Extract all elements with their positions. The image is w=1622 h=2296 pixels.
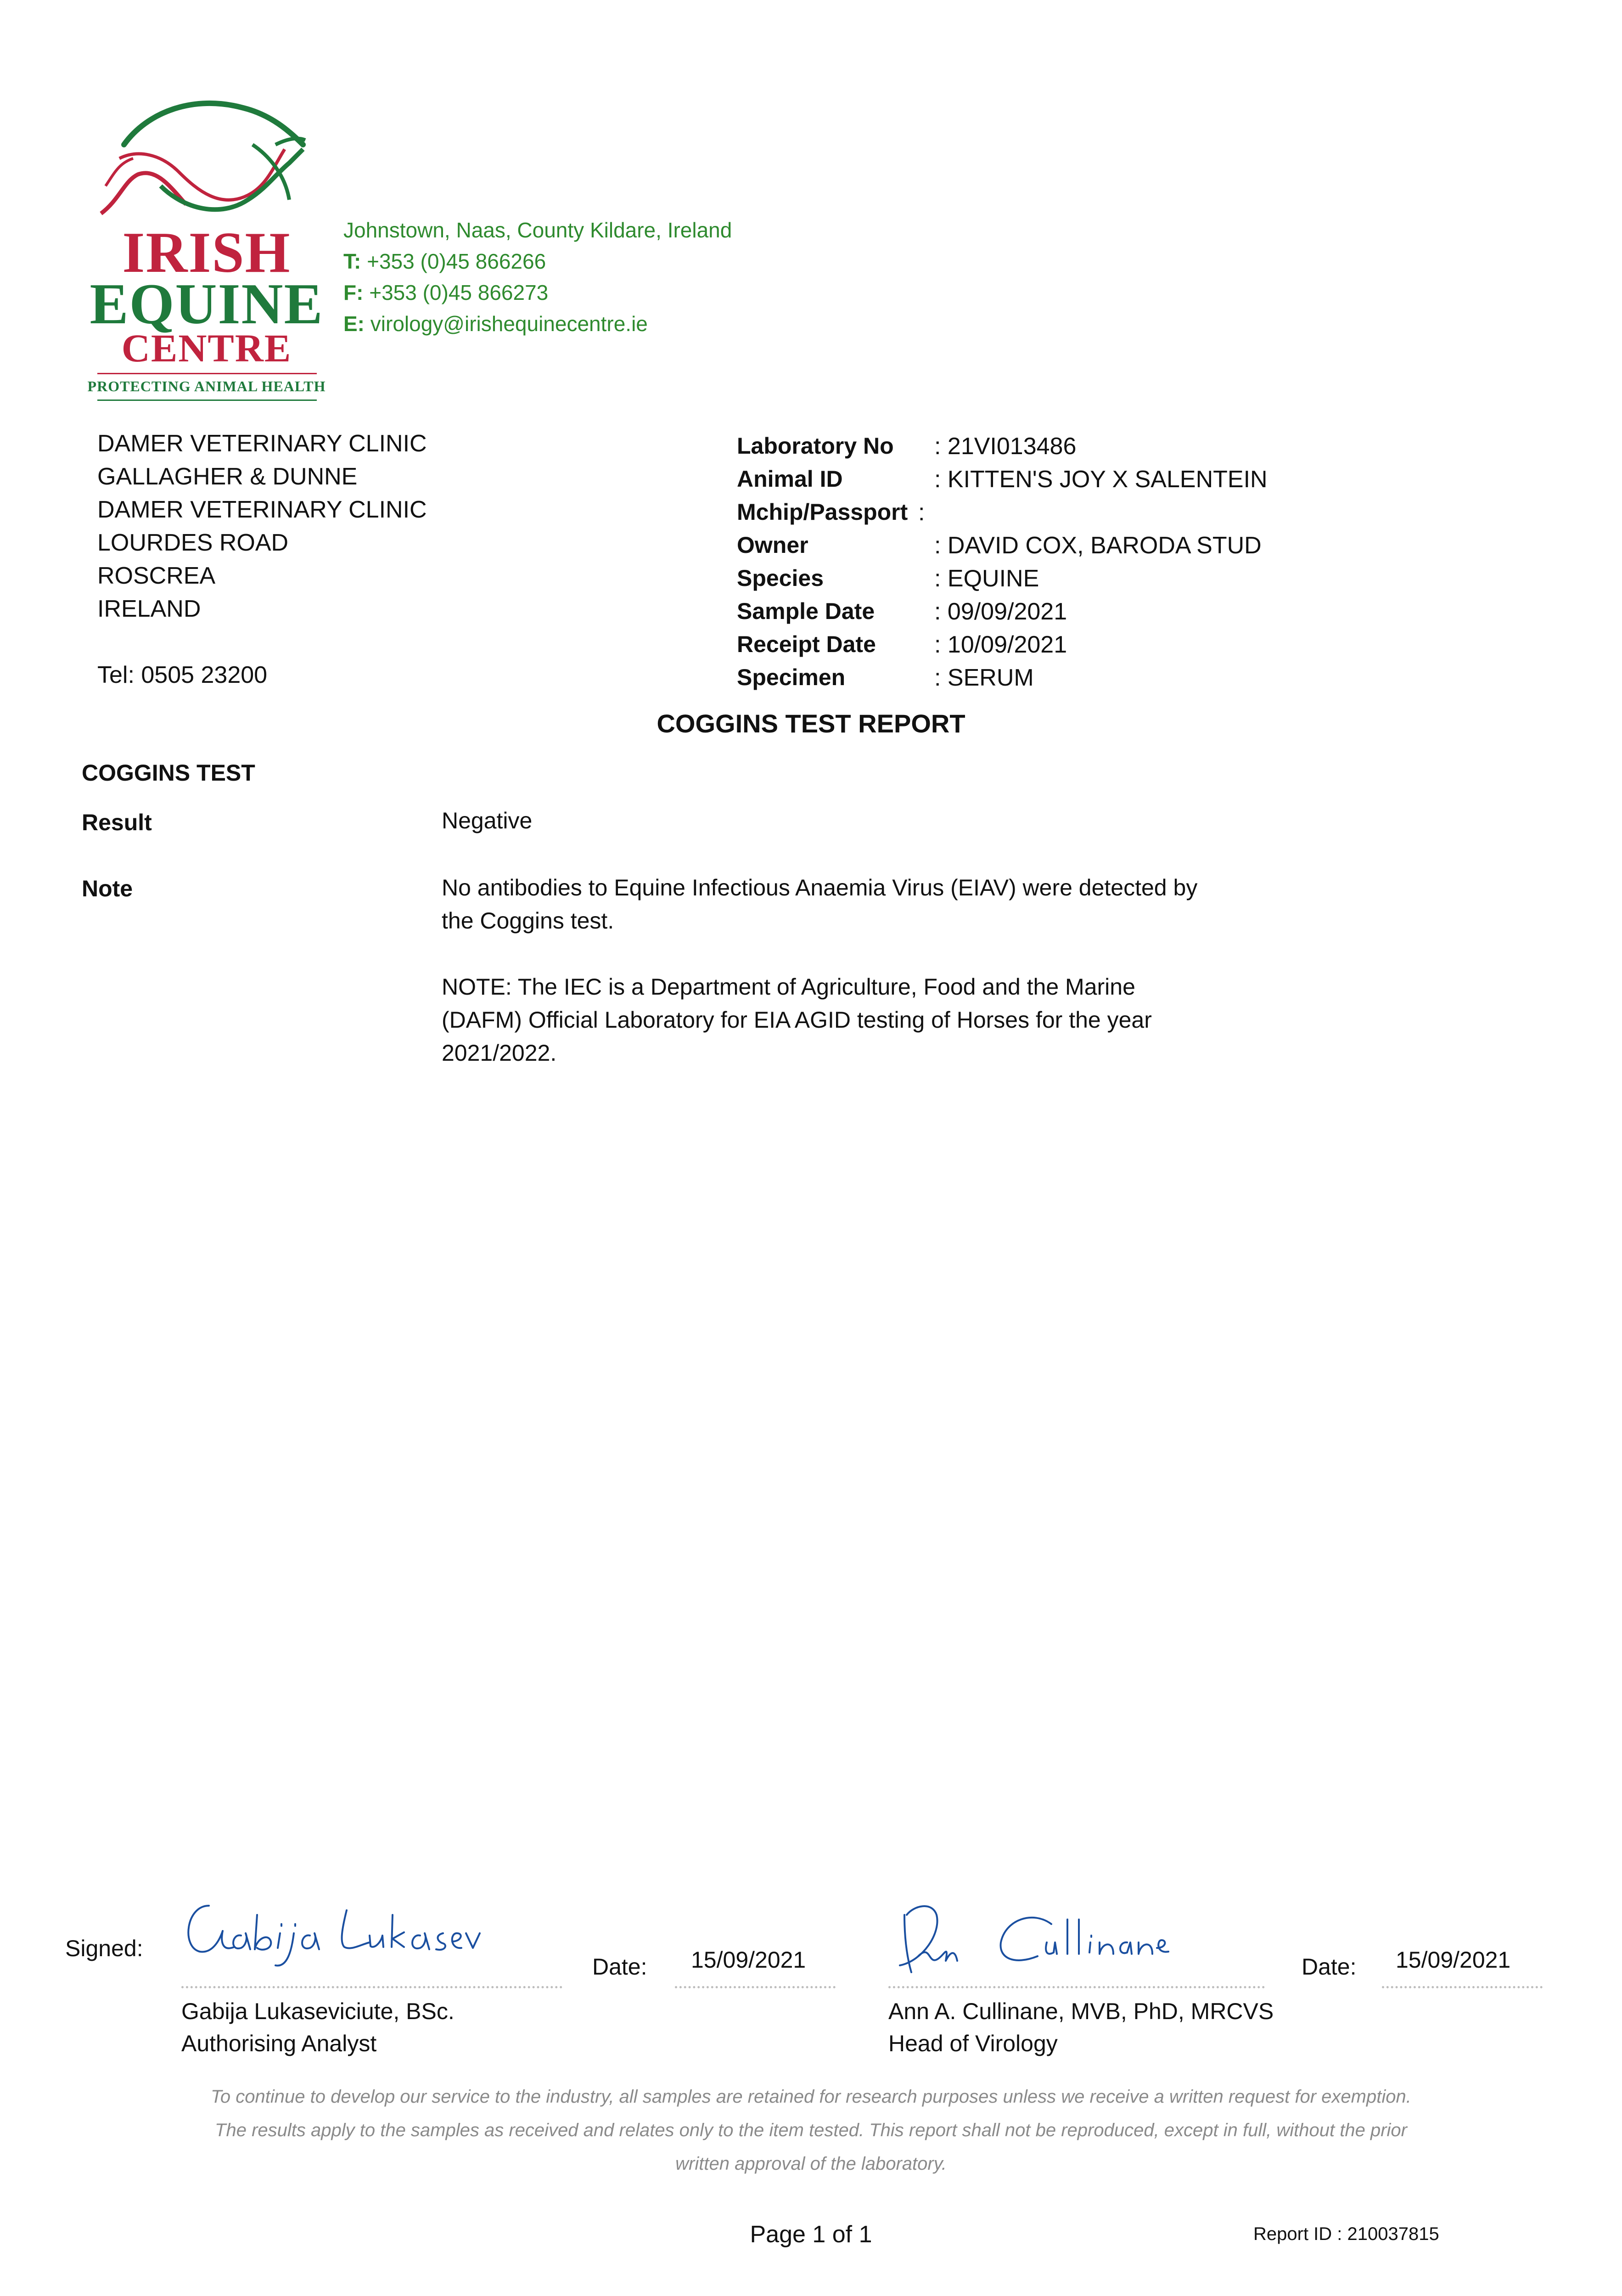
info-label-mchip: Mchip/Passport	[737, 499, 908, 525]
signatory-role-right: Head of Virology	[888, 2031, 1058, 2056]
fax-label: F:	[343, 281, 364, 304]
page-number: Page 1 of 1	[750, 2221, 872, 2248]
info-value-receipt-date: : 10/09/2021	[934, 631, 1067, 658]
info-value-specimen: : SERUM	[934, 664, 1034, 691]
signatory-role-left: Authorising Analyst	[181, 2031, 377, 2056]
email-label: E:	[343, 312, 365, 336]
info-value-animal-id: : KITTEN'S JOY X SALENTEIN	[934, 466, 1268, 493]
contact-tel	[343, 251, 546, 272]
recipient-line: ROSCREA	[97, 563, 216, 589]
horse-logo-icon	[92, 94, 312, 227]
date-value-left: 15/09/2021	[691, 1947, 806, 1973]
date-line-left	[675, 1986, 836, 1988]
info-value-mchip: :	[918, 499, 925, 526]
recipient-line: DAMER VETERINARY CLINIC	[97, 430, 427, 457]
info-label-sample-date: Sample Date	[737, 598, 875, 624]
note-text-line: (DAFM) Official Laboratory for EIA AGID testing of Horses for the year	[442, 1007, 1152, 1033]
signatory-name-left: Gabija Lukaseviciute, BSc.	[181, 1998, 455, 2024]
recipient-line: IRELAND	[97, 596, 201, 622]
contact-address: Johnstown, Naas, County Kildare, Ireland	[343, 218, 732, 242]
section-heading: COGGINS TEST	[82, 760, 255, 786]
info-label-animal-id: Animal ID	[737, 466, 843, 492]
disclaimer-line: To continue to develop our service to the industry, all samples are retained for research purposes unless we receive a written request for exemption.	[211, 2087, 1411, 2107]
signature-line-right	[888, 1986, 1265, 1988]
recipient-line: DAMER VETERINARY CLINIC	[97, 496, 427, 523]
date-label-left: Date:	[592, 1954, 647, 1980]
contact-fax	[343, 282, 548, 303]
tel-value: +353 (0)45 866266	[367, 249, 546, 273]
disclaimer-line: The results apply to the samples as received and relates only to the item tested. This report shall not be reproduced, except in full, without the prior	[215, 2120, 1407, 2140]
info-label-species: Species	[737, 565, 824, 591]
recipient-line: LOURDES ROAD	[97, 529, 289, 556]
signed-label: Signed:	[65, 1936, 143, 1961]
tel-label: T:	[343, 249, 361, 273]
recipient-tel: Tel: 0505 23200	[97, 662, 268, 688]
logo-text-centre: CENTRE	[121, 326, 292, 370]
note-text-line: the Coggins test.	[442, 908, 614, 934]
logo-divider-green	[97, 400, 317, 401]
contact-email	[343, 313, 648, 334]
info-label-receipt-date: Receipt Date	[737, 631, 876, 657]
signature-image-left	[177, 1887, 507, 1970]
info-value-laboratory-no: : 21VI013486	[934, 433, 1077, 460]
date-line-right	[1382, 1986, 1543, 1988]
result-label: Result	[82, 810, 152, 835]
report-id: Report ID : 210037815	[1253, 2224, 1439, 2244]
logo-text-irish: IRISH	[122, 221, 291, 285]
note-text-line: 2021/2022.	[442, 1040, 557, 1066]
date-value-right: 15/09/2021	[1396, 1947, 1511, 1973]
logo-text-equine: EQUINE	[90, 272, 324, 336]
info-label-laboratory-no: Laboratory No	[737, 433, 894, 459]
date-label-right: Date:	[1302, 1954, 1357, 1980]
report-title: COGGINS TEST REPORT	[657, 709, 965, 738]
note-text-line: No antibodies to Equine Infectious Anaemia Virus (EIAV) were detected by	[442, 875, 1198, 900]
recipient-line: GALLAGHER & DUNNE	[97, 463, 358, 490]
logo-tagline: PROTECTING ANIMAL HEALTH	[87, 378, 326, 394]
info-value-owner: : DAVID COX, BARODA STUD	[934, 532, 1262, 559]
info-value-sample-date: : 09/09/2021	[934, 598, 1067, 625]
info-value-species: : EQUINE	[934, 565, 1039, 592]
note-label: Note	[82, 876, 133, 901]
logo-divider-red	[97, 373, 317, 374]
signatory-name-right: Ann A. Cullinane, MVB, PhD, MRCVS	[888, 1998, 1274, 2024]
info-label-owner: Owner	[737, 532, 808, 558]
note-text-line: NOTE: The IEC is a Department of Agriculture, Food and the Marine	[442, 974, 1135, 1000]
info-label-specimen: Specimen	[737, 664, 846, 690]
signature-line-left	[181, 1986, 562, 1988]
signature-image-right	[886, 1892, 1217, 1984]
disclaimer-line: written approval of the laboratory.	[675, 2154, 947, 2174]
result-value: Negative	[442, 808, 533, 833]
fax-value: +353 (0)45 866273	[369, 281, 549, 304]
email-value[interactable]: virology@irishequinecentre.ie	[370, 312, 648, 336]
